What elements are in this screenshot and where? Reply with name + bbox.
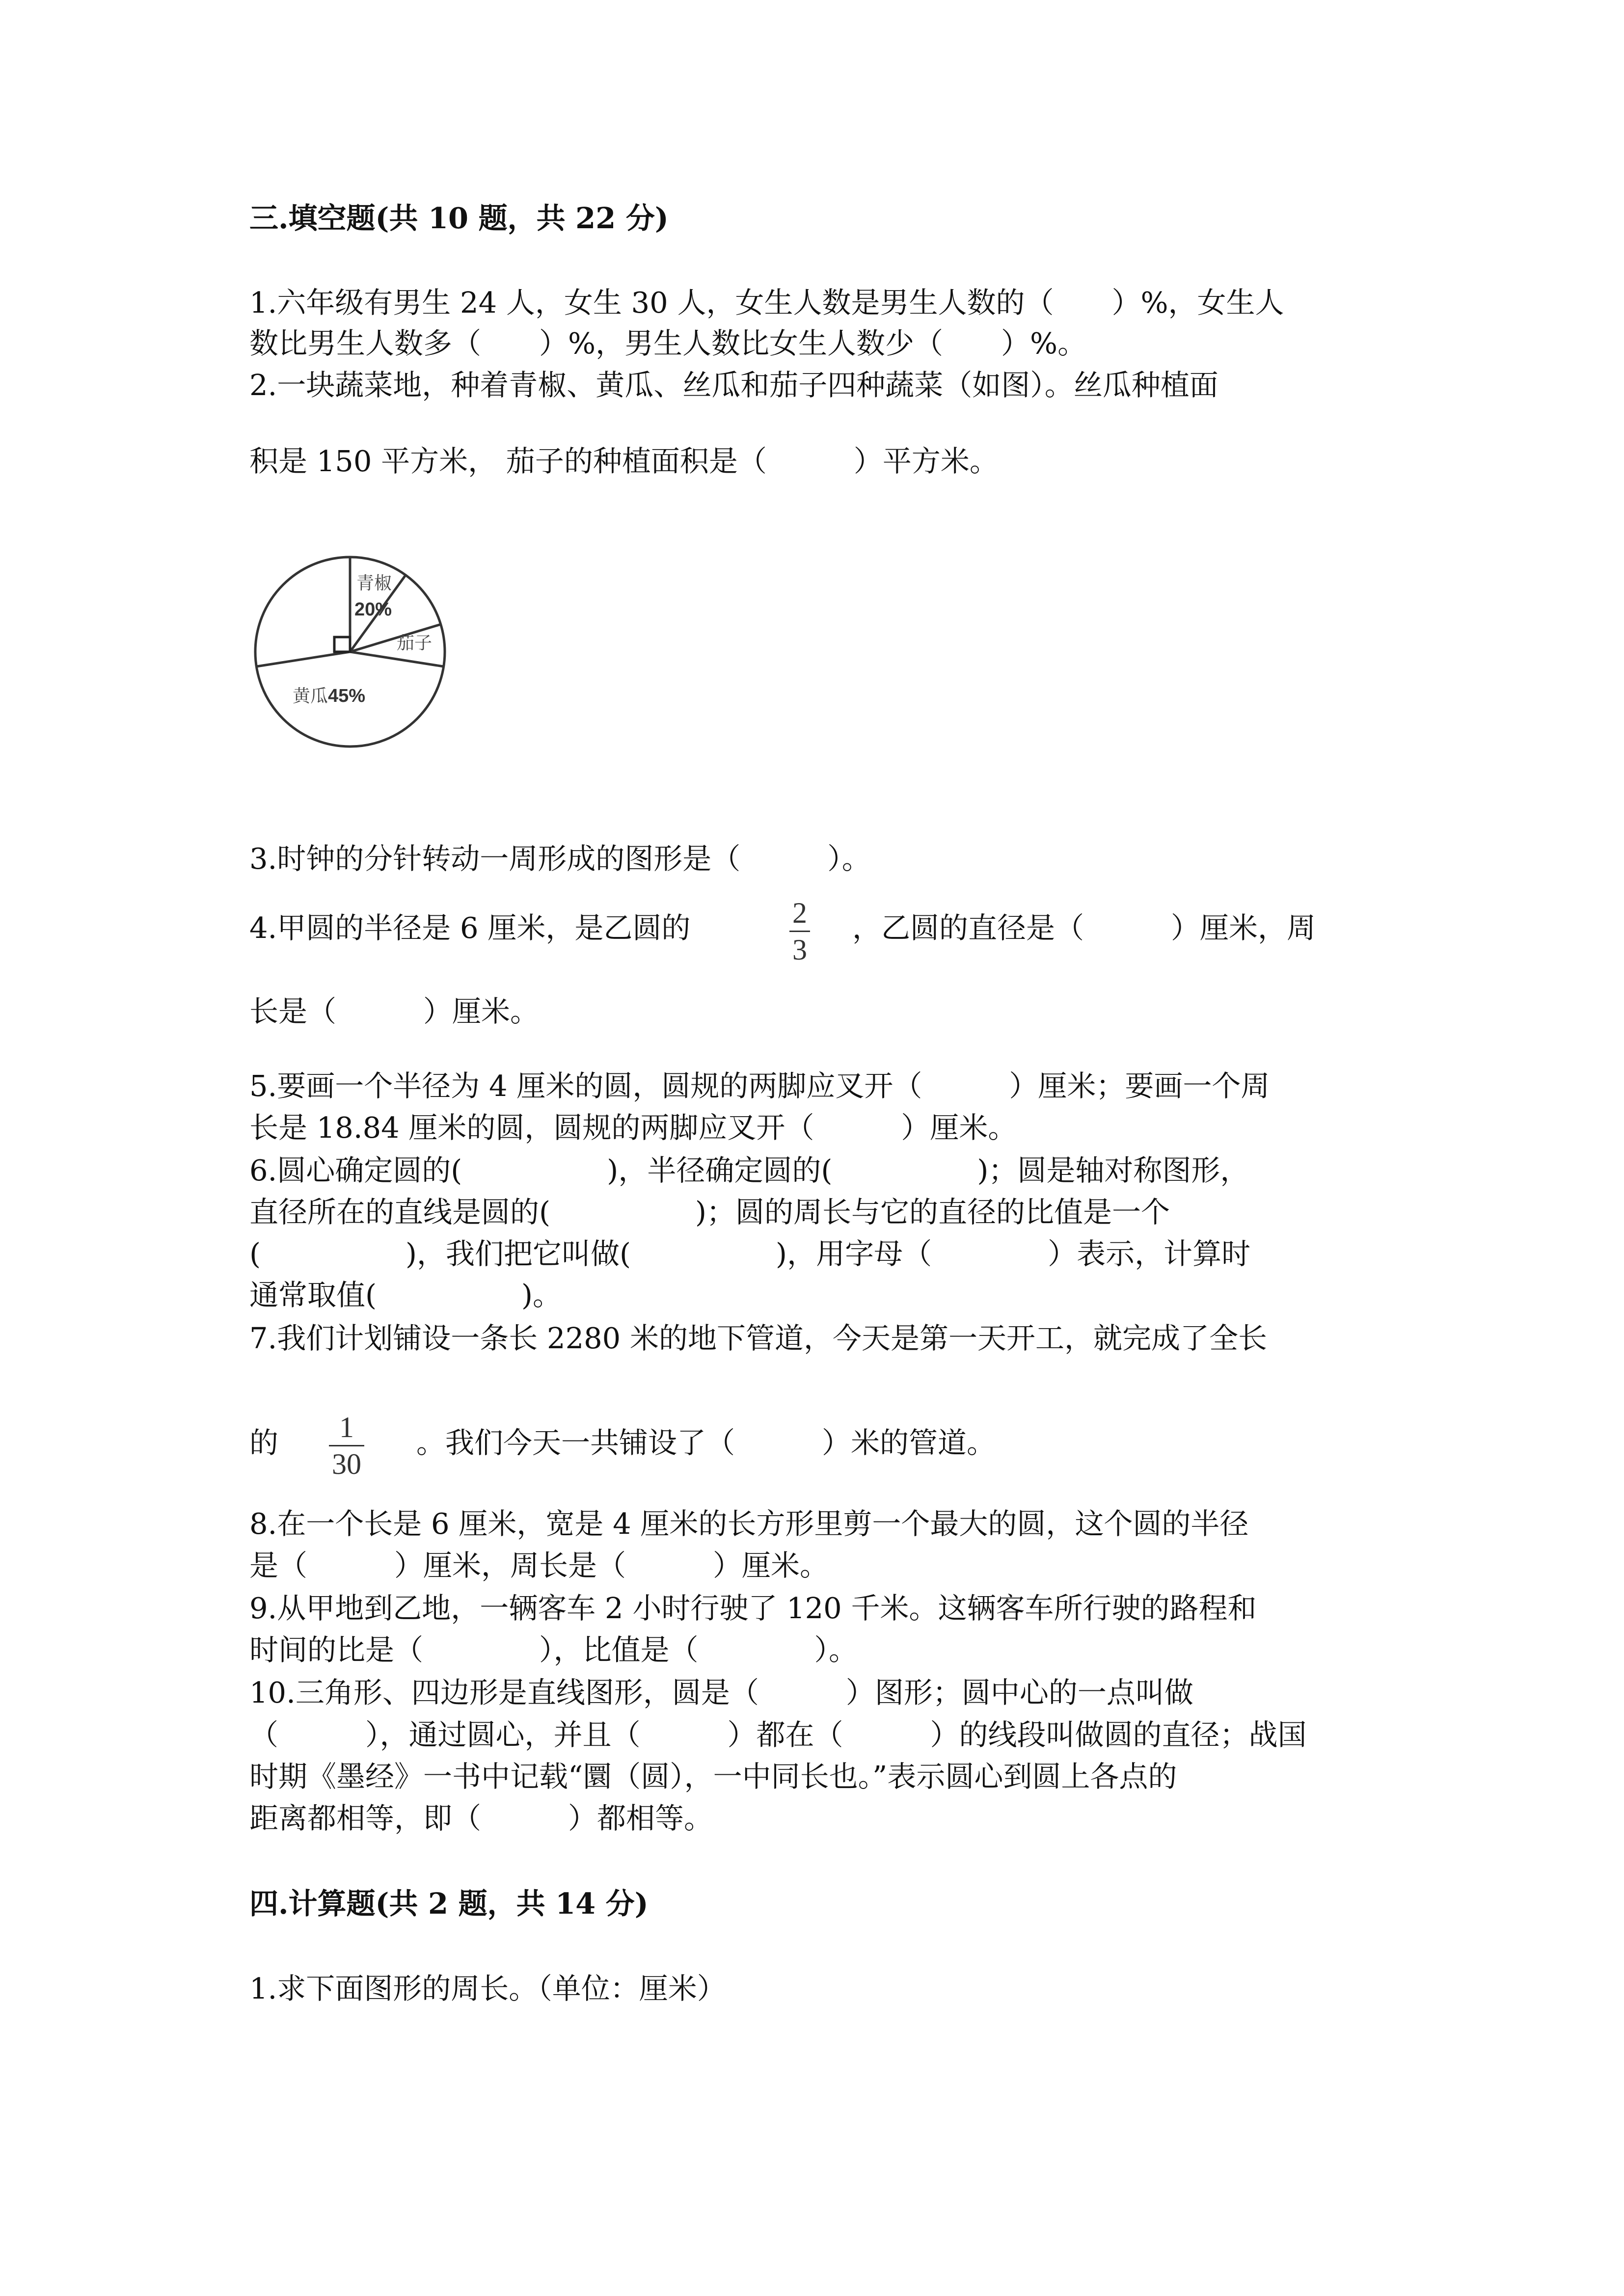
- q4-fraction-denominator: 3: [792, 934, 807, 966]
- pie-divider-huanggua-left: [256, 652, 350, 667]
- q4-fraction-bar: [789, 931, 810, 932]
- q10-line2: （ ），通过圆心，并且（ ）都在（ ）的线段叫做圆的直径；战国: [249, 1718, 1307, 1752]
- q4-fraction: [789, 898, 810, 964]
- q6-line2: 直径所在的直线是圆的( )；圆的周长与它的直径的比值是一个: [249, 1195, 1170, 1229]
- pie-value-huanggua: 45%: [328, 686, 366, 706]
- q7-fraction-bar: [329, 1445, 364, 1446]
- section4-title: 四.计算题(共 2 题，共 14 分): [249, 1887, 649, 1921]
- q7-part-a: 的: [249, 1426, 279, 1460]
- vegetable-pie-chart: [249, 555, 465, 761]
- q10-line3: 时期《墨经》一书中记载“圜（圆），一中同长也。”表示圆心到圆上各点的: [249, 1760, 1177, 1793]
- q7-fraction-denominator: 30: [332, 1448, 361, 1480]
- q3-text: 3.时钟的分针转动一周形成的图形是（ ）。: [249, 842, 871, 876]
- q8-line2: 是（ ）厘米，周长是（ ）厘米。: [249, 1548, 829, 1582]
- q6-line3: ( )，我们把它叫做( )，用字母（ ）表示，计算时: [249, 1237, 1251, 1271]
- q6-line4: 通常取值( )。: [249, 1278, 562, 1312]
- q9-line1: 9.从甲地到乙地，一辆客车 2 小时行驶了 120 千米。这辆客车所行驶的路程和: [249, 1591, 1257, 1625]
- q2-line2: 积是 150 平方米， 茄子的种植面积是（ ）平方米。: [249, 444, 999, 478]
- q10-line1: 10.三角形、四边形是直线图形，圆是（ ）图形；圆中心的一点叫做: [249, 1676, 1193, 1709]
- q4-fraction-numerator: 2: [792, 897, 807, 929]
- pie-label-huanggua: 黄瓜: [293, 686, 328, 706]
- right-angle-marker: [334, 637, 350, 652]
- q5-line2: 长是 18.84 厘米的圆，圆规的两脚应叉开（ ）厘米。: [249, 1111, 1017, 1145]
- q7-part-b: 。我们今天一共铺设了（ ）米的管道。: [416, 1426, 996, 1460]
- q1-line1: 1.六年级有男生 24 人，女生 30 人，女生人数是男生人数的（ ）%，女生人: [249, 286, 1284, 320]
- pie-label-qiezi: 茄子: [397, 633, 433, 653]
- q7-fraction-numerator: 1: [339, 1411, 354, 1443]
- q2-line1: 2.一块蔬菜地，种着青椒、黄瓜、丝瓜和茄子四种蔬菜（如图）。丝瓜种植面: [249, 368, 1218, 402]
- q9-line2: 时间的比是（ ），比值是（ ）。: [249, 1633, 858, 1667]
- q8-line1: 8.在一个长是 6 厘米，宽是 4 厘米的长方形里剪一个最大的圆，这个圆的半径: [249, 1507, 1249, 1541]
- q10-line4: 距离都相等，即（ ）都相等。: [249, 1801, 713, 1835]
- section3-title: 三.填空题(共 10 题，共 22 分): [249, 201, 669, 235]
- pie-divider-huanggua-right: [350, 652, 444, 667]
- q4-part-a: 4.甲圆的半径是 6 厘米，是乙圆的: [249, 911, 691, 945]
- s4-q1-text: 1.求下面图形的周长。（单位：厘米）: [249, 1972, 726, 2005]
- pie-value-qingjiao: 20%: [354, 599, 392, 620]
- q5-line1: 5.要画一个半径为 4 厘米的圆，圆规的两脚应叉开（ ）厘米；要画一个周: [249, 1069, 1270, 1103]
- q7-fraction: [329, 1413, 364, 1479]
- q1-line2: 数比男生人数多（ ）%，男生人数比女生人数少（ ）%。: [249, 326, 1087, 360]
- q4-line2: 长是（ ）厘米。: [249, 994, 540, 1028]
- q6-line1: 6.圆心确定圆的( )，半径确定圆的( )；圆是轴对称图形，: [249, 1153, 1249, 1187]
- q7-line1: 7.我们计划铺设一条长 2280 米的地下管道，今天是第一天开工，就完成了全长: [249, 1321, 1267, 1355]
- q4-part-b: ，乙圆的直径是（ ）厘米，周: [852, 911, 1316, 945]
- pie-label-qingjiao: 青椒: [356, 573, 392, 593]
